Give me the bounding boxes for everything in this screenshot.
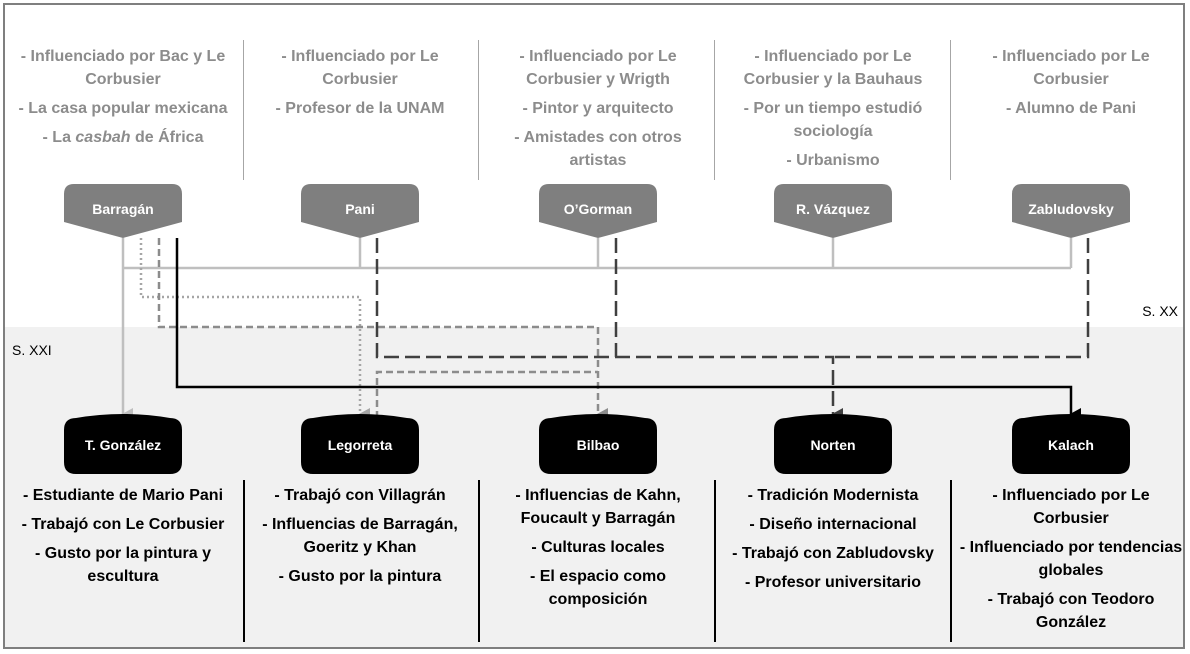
node-label-o-gorman: O’Gorman (563, 201, 633, 217)
attribute-text: - Diseño internacional (749, 516, 917, 533)
attribute-text: - Alumno de Pani (1005, 100, 1137, 117)
node-label-barragan: Barragán (92, 201, 154, 217)
attribute-text: - Gusto por la pintura y escultura (34, 545, 211, 585)
attribute-text: - Culturas locales (531, 539, 665, 556)
node-label-legorreta: Legorreta (327, 437, 393, 453)
node-label-bilbao: Bilbao (576, 437, 620, 453)
attribute-text-italic: casbah (75, 129, 131, 146)
attribute-text: - Gusto por la pintura (278, 568, 442, 585)
attribute-text: - Amistades con otros artistas (514, 129, 682, 169)
attribute-text: - Influencias de Kahn, Foucault y Barragán (515, 487, 681, 527)
node-label-norten: Norten (810, 437, 856, 453)
attribute-text: - Por un tiempo estudió sociología (743, 100, 923, 140)
link-legorreta-to-bilbao (377, 372, 598, 418)
node-label-kalach: Kalach (1048, 437, 1094, 453)
attribute-text: - Trabajó con Teodoro González (987, 591, 1155, 631)
attribute-text: - Urbanismo (786, 152, 880, 169)
attribute-text: - Tradición Modernista (747, 487, 919, 504)
attribute-text: - Influencias de Barragán, Goeritz y Khan (262, 516, 458, 556)
attribute-text: - Pintor y arquitecto (522, 100, 674, 117)
attribute-text: - Influenciado por Bac y Le Corbusier (20, 48, 226, 88)
attribute-text: - Trabajó con Le Corbusier (21, 516, 225, 533)
attribute-text: - Trabajó con Zabludovsky (732, 545, 934, 562)
node-label-r-vazquez: R. Vázquez (796, 201, 870, 217)
attribute-text: - Influenciado por Le Corbusier (992, 48, 1150, 88)
node-label-pani: Pani (345, 201, 375, 217)
arrow-barragan-to-kalach (177, 238, 1071, 414)
attribute-text: - Profesor de la UNAM (275, 100, 445, 117)
era-label-xxi: S. XXI (12, 342, 52, 358)
node-label-t-gonzalez: T. González (84, 437, 162, 453)
attribute-text: - Influenciado por Le Corbusier y Wrigth (519, 48, 677, 88)
attribute-text: - Influenciado por Le Corbusier y la Bauhaus (743, 48, 923, 88)
link-zabludovsky-to-norten (833, 238, 1088, 357)
attribute-text: - La (42, 129, 76, 146)
attribute-text: - Influenciado por Le Corbusier (281, 48, 439, 88)
attribute-text: - La casa popular mexicana (18, 100, 228, 117)
attribute-text: - Trabajó con Villagrán (274, 487, 446, 504)
attribute-text: - Profesor universitario (744, 574, 922, 591)
attribute-text: - Estudiante de Mario Pani (22, 487, 224, 504)
attribute-text: - Influenciado por Le Corbusier (992, 487, 1150, 527)
era-label-xx: S. XX (1142, 303, 1178, 319)
attribute-text: - Influenciado por tendencias globales (959, 539, 1183, 579)
attribute-text: - El espacio como composición (529, 568, 667, 608)
attribute-text: de África (130, 129, 204, 146)
node-label-zabludovsky: Zabludovsky (1028, 201, 1114, 217)
